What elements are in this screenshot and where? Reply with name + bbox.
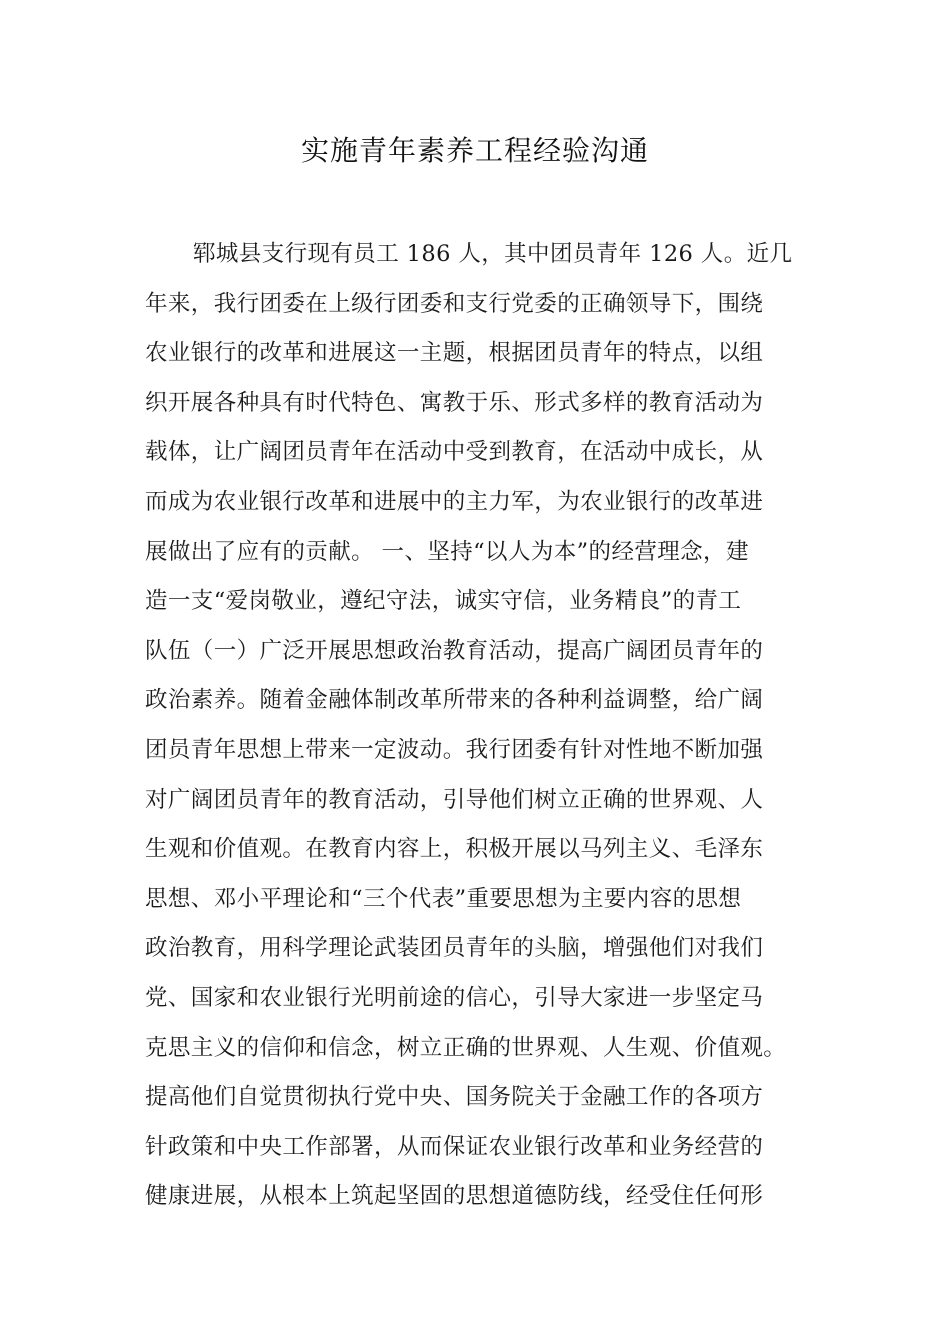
body-line: 政治素养。随着金融体制改革所带来的各种利益调整，给广阔 (145, 687, 764, 714)
body-line: 健康进展，从根本上筑起坚固的思想道德防线，经受住任何形 (145, 1183, 764, 1210)
body-line: 队伍（一）广泛开展思想政治教育活动，提高广阔团员青年的 (145, 637, 764, 664)
body-line: 展做出了应有的贡献。 一、坚持“以人为本”的经营理念，建 (145, 538, 749, 565)
body-line: 克思主义的信仰和信念，树立正确的世界观、人生观、价值观。 (145, 1034, 787, 1061)
document-title: 实施青年素养工程经验沟通 (300, 134, 649, 167)
body-line: 团员青年思想上带来一定波动。我行团委有针对性地不断加强 (145, 736, 764, 763)
document-body (145, 230, 835, 1222)
body-line: 对广阔团员青年的教育活动，引导他们树立正确的世界观、人 (145, 786, 764, 813)
body-line: 生观和价值观。在教育内容上，积极开展以马列主义、毛泽东 (145, 836, 764, 863)
body-line: 郓城县支行现有员工 186 人，其中团员青年 126 人。近几 (193, 241, 793, 267)
body-line: 党、国家和农业银行光明前途的信心，引导大家进一步坚定马 (145, 984, 764, 1011)
body-line: 而成为农业银行改革和进展中的主力军，为农业银行的改革进 (145, 488, 764, 515)
body-line: 载体，让广阔团员青年在活动中受到教育，在活动中成长，从 (145, 439, 764, 466)
body-line: 造一支“爱岗敬业，遵纪守法，诚实守信，业务精良”的青工 (145, 588, 742, 615)
body-line: 农业银行的改革和进展这一主题，根据团员青年的特点，以组 (145, 340, 764, 367)
body-line: 政治教育，用科学理论武装团员青年的头脑，增强他们对我们 (145, 935, 764, 962)
body-line: 织开展各种具有时代特色、寓教于乐、形式多样的教育活动为 (145, 389, 764, 416)
body-line: 针政策和中央工作部署，从而保证农业银行改革和业务经营的 (145, 1133, 764, 1160)
body-line: 提高他们自觉贯彻执行党中央、国务院关于金融工作的各项方 (145, 1084, 764, 1111)
body-line: 年来，我行团委在上级行团委和支行党委的正确领导下，围绕 (145, 290, 764, 317)
body-line: 思想、邓小平理论和“三个代表”重要思想为主要内容的思想 (145, 885, 742, 912)
